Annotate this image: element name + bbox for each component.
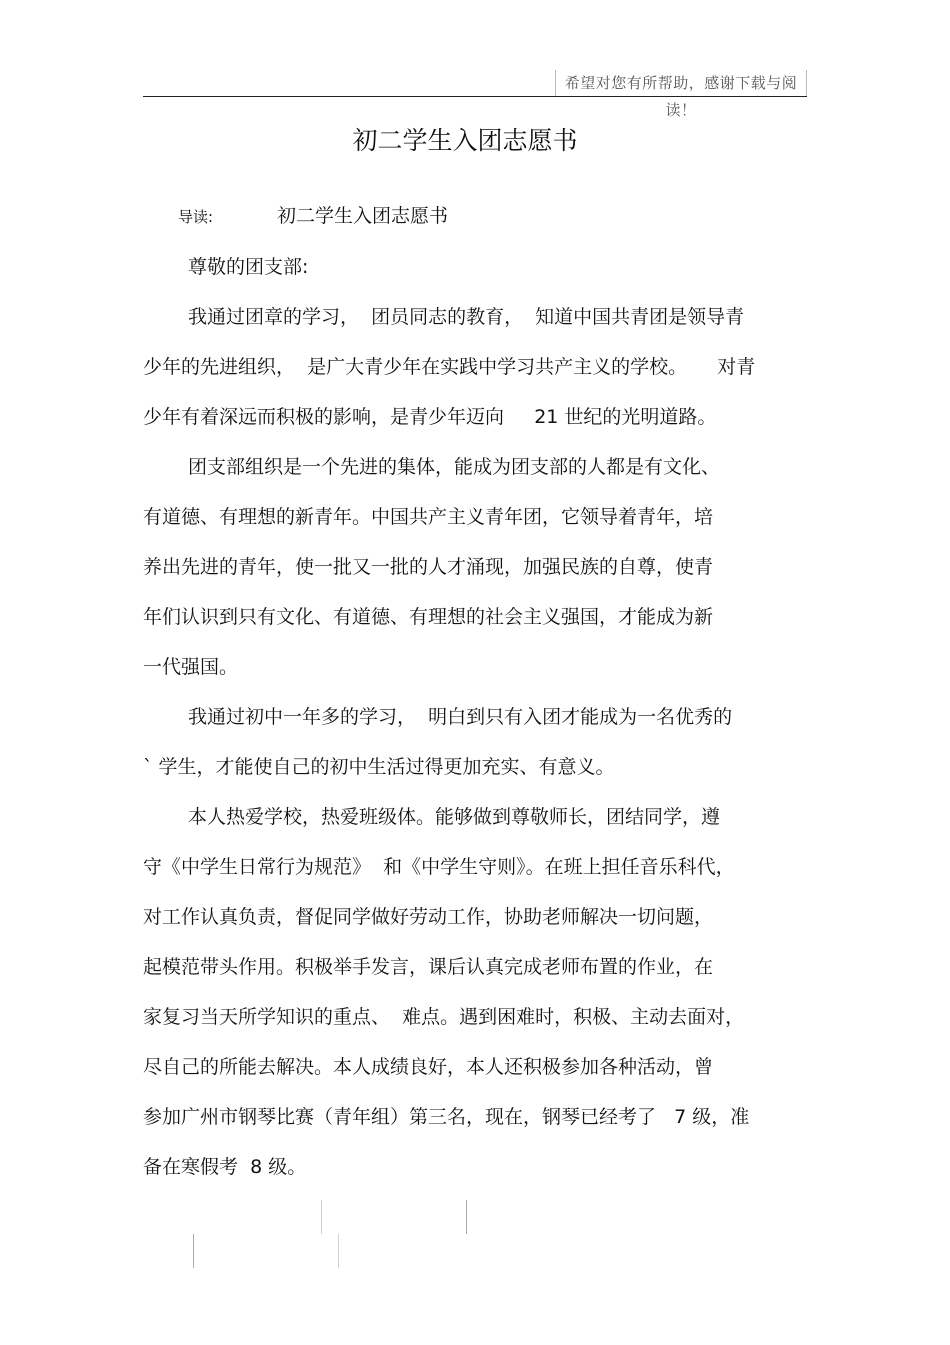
body-line: 年们认识到只有文化、有道德、有理想的社会主义强国，才能成为新 <box>143 606 714 628</box>
body-line: 少年的先进组织， 是广大青少年在实践中学习共产主义的学校。 对青 <box>143 356 756 378</box>
header-divider <box>143 96 807 97</box>
faint-rule-mark <box>466 1200 467 1234</box>
body-line: 一代强国。 <box>143 656 239 678</box>
body-line: 备在寒假考 8 级。 <box>143 1156 307 1178</box>
document-title: 初二学生入团志愿书 <box>352 126 578 155</box>
body-line: 我通过初中一年多的学习， 明白到只有入团才能成为一名优秀的 <box>188 706 733 728</box>
faint-rule-mark <box>321 1200 322 1234</box>
download-banner: 希望对您有所帮助，感谢下载与阅读！ <box>555 70 807 97</box>
body-line: 养出先进的青年，使一批又一批的人才涌现，加强民族的自尊，使青 <box>143 556 714 578</box>
body-line: 参加广州市钢琴比赛（青年组）第三名，现在，钢琴已经考了 7 级，准 <box>143 1106 750 1128</box>
body-line: 守《中学生日常行为规范》 和《中学生守则》。在班上担任音乐科代， <box>143 856 735 878</box>
salutation: 尊敬的团支部: <box>188 256 309 278</box>
body-line: ` 学生，才能使自己的初中生活过得更加充实、有意义。 <box>143 756 615 778</box>
faint-rule-mark <box>338 1234 339 1268</box>
body-line: 有道德、有理想的新青年。中国共产主义青年团，它领导着青年，培 <box>143 506 714 528</box>
guide-label: 导读: <box>178 208 214 226</box>
faint-rule-mark <box>193 1234 194 1268</box>
body-line: 家复习当天所学知识的重点、 难点。遇到困难时，积极、主动去面对， <box>143 1006 745 1028</box>
guide-text: 初二学生入团志愿书 <box>277 205 449 227</box>
body-line: 尽自己的所能去解决。本人成绩良好，本人还积极参加各种活动，曾 <box>143 1056 714 1078</box>
body-line: 起模范带头作用。积极举手发言，课后认真完成老师布置的作业，在 <box>143 956 714 978</box>
body-line: 我通过团章的学习， 团员同志的教育， 知道中国共青团是领导青 <box>188 306 745 328</box>
body-line: 少年有着深远而积极的影响，是青少年迈向 21 世纪的光明道路。 <box>143 406 717 428</box>
body-line: 对工作认真负责，督促同学做好劳动工作，协助老师解决一切问题， <box>143 906 714 928</box>
body-line: 本人热爱学校，热爱班级体。能够做到尊敬师长，团结同学，遵 <box>188 806 721 828</box>
body-line: 团支部组织是一个先进的集体，能成为团支部的人都是有文化、 <box>188 456 721 478</box>
